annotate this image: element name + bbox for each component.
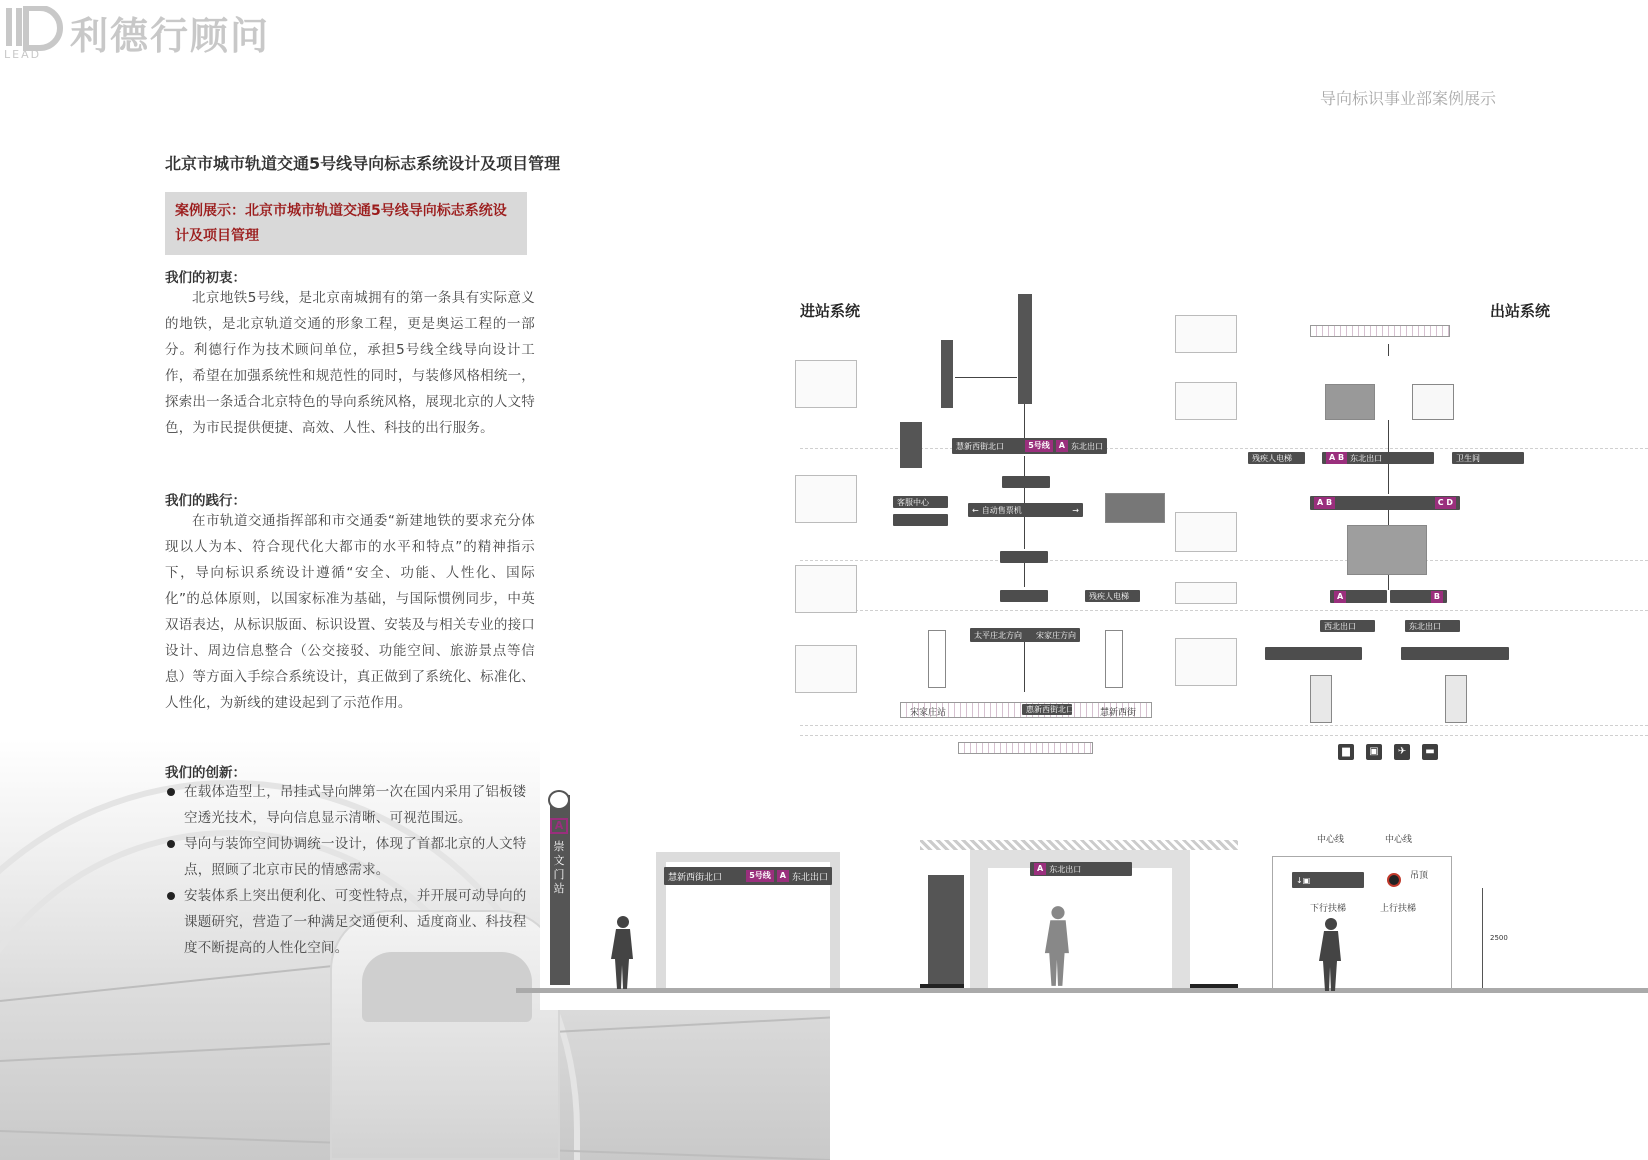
ticket-machine-label: 自动售票机 <box>981 505 1022 515</box>
hanging-exit-badge: A <box>1034 863 1046 875</box>
entry-note-3 <box>795 565 857 613</box>
section-text-practice: 在市轨道交通指挥部和市交通委“新建地铁的要求充分体现以人为本、符合现代化大都市的水平和特点”的精神指示下，导向标识系统设计遵循“安全、功能、人性化、国际化”的总体原则，以国家标准为基础，与国际惯例同步，中英双语表达，从标识版面、标识设置、安装及与相关专业的接口设计、周边信息整合（公交接驳、功能空间、旅游景点等信息）等方面入手综合系统设计，真正做到了系统化、标准化、人性化，为新线的建设起到了示范作用。 <box>165 513 535 711</box>
accessible-lift-sign <box>1085 590 1140 602</box>
gate-direction-sign <box>1000 551 1048 563</box>
line-logo-icon <box>548 790 570 810</box>
entry-note-2 <box>795 475 857 523</box>
exit-a-direction <box>1330 590 1387 603</box>
map-panel <box>1105 493 1165 523</box>
case-label-box <box>165 192 527 255</box>
ceiling-hatch <box>920 840 1238 850</box>
case-label-line-2: 计及项目管理 <box>175 228 259 244</box>
exit-ab-badge: A B <box>1326 452 1347 464</box>
down-direction-sign <box>1000 590 1048 602</box>
logo-mark-text: LEAD <box>4 48 42 60</box>
exit-b-hanging <box>1401 647 1509 660</box>
gate-sign-line: 5号线 <box>1025 440 1053 452</box>
exit-note-4 <box>1175 582 1237 604</box>
gate-sign-direction: 东北出口 <box>1071 441 1103 451</box>
person-silhouette-icon <box>610 915 636 990</box>
gate-elevation-station: 慧新西街北口 <box>668 872 723 883</box>
service-label: 客服中心 <box>897 497 929 507</box>
ceiling-label: 吊顶 <box>1410 871 1429 881</box>
exit-notice-thumb <box>1412 384 1454 420</box>
ticket-machine-sign <box>893 514 948 526</box>
exit-note-2 <box>1175 382 1237 420</box>
taxi-icon: ▆ <box>1338 744 1354 760</box>
exit-northwest-label: 西北出口 <box>1324 621 1356 631</box>
gate-sign-station: 慧新西街北口 <box>956 441 1004 451</box>
exit-b-direction <box>1390 590 1447 603</box>
section-heading-practice: 我们的践行： <box>165 493 246 509</box>
exit-a-badge: A <box>1334 591 1346 603</box>
exit-ab-badge-2: A B <box>1314 497 1335 509</box>
gate-elevation-line: 5号线 <box>746 870 774 882</box>
case-label-line-1: 案例展示：北京市城市轨道交通5号线导向标志系统设 <box>175 203 507 219</box>
train-line-indicator <box>958 742 1093 754</box>
innovation-list <box>165 779 535 961</box>
exit-b-panel <box>1445 675 1467 723</box>
exit-note-1 <box>1175 315 1237 353</box>
ticket-sign: ← 自动售票机 → <box>968 503 1083 517</box>
hanging-exit-dir: 东北出口 <box>1049 864 1082 874</box>
station-map-thumb <box>1325 384 1375 420</box>
person-silhouette-icon <box>1318 917 1344 992</box>
gate-sign-exit: A <box>1056 440 1068 452</box>
list-item: 安装体系上突出便利化、可变性特点，并开展可动导向的课题研究，营造了一种满足交通便利、适度商业、科技程度不断提高的人性化空间。 <box>165 883 535 961</box>
platform-up-label: 太平庄北方向 <box>974 630 1022 640</box>
exit-train-indicator <box>1310 325 1450 337</box>
bus-icon: ▬ <box>1422 744 1438 760</box>
track-left-label: 宋家庄站 <box>910 708 947 718</box>
timetable-panel-left <box>928 630 946 688</box>
company-logo <box>4 6 270 60</box>
exit-a-sign <box>1320 620 1375 632</box>
ground-line <box>516 988 1648 993</box>
entry-note-4 <box>795 645 857 693</box>
entry-note-1 <box>795 360 857 408</box>
section-heading-innovation: 我们的创新： <box>165 765 246 781</box>
airplane-icon: ✈ <box>1394 744 1410 760</box>
side-pillar-sign <box>900 422 922 468</box>
track-center-label: 惠新西街北口 <box>1026 705 1074 714</box>
exit-northeast-label: 东北出口 <box>1350 453 1383 463</box>
entry-system-label: 进站系统 <box>800 302 861 320</box>
direction-sign-small <box>1002 476 1050 488</box>
height-dimension: 2500 <box>1490 934 1508 942</box>
exit-note-5 <box>1175 638 1237 686</box>
exit-ab-sign <box>1322 452 1434 464</box>
exit-note-3 <box>1175 512 1237 552</box>
train-icon: ▣ <box>1366 744 1382 760</box>
gate-elevation-exit: A <box>777 870 789 882</box>
area-map-thumb <box>1347 525 1427 575</box>
person-silhouette-icon <box>1042 905 1074 987</box>
exit-b-sign <box>1405 620 1460 632</box>
gate-sign-elevation <box>664 867 832 885</box>
exit-northeast-label-2: 东北出口 <box>1409 621 1441 631</box>
accessible-lift-label: 残疾人电梯 <box>1089 591 1129 601</box>
exit-b-badge: B <box>1431 591 1443 603</box>
exit-a-panel <box>1310 675 1332 723</box>
exit-system-label: 出站系统 <box>1490 302 1551 320</box>
info-pillar-elevation <box>928 875 964 985</box>
no-entry-icon <box>1387 873 1401 887</box>
platform-down-label: 宋家庄方向 <box>1036 630 1076 640</box>
platform-direction-sign <box>970 628 1080 642</box>
exit-abcd-sign <box>1310 496 1460 510</box>
exit-a-badge-pillar: A <box>550 818 568 834</box>
escalator-up-label: 上行扶梯 <box>1380 904 1417 914</box>
list-item: 导向与装饰空间协调统一设计，体现了首都北京的人文特点，照顾了北京市民的情感需求。 <box>165 831 535 883</box>
gate-sign <box>952 438 1107 454</box>
center-line-label-1: 中心线 <box>1317 835 1345 845</box>
center-line-label-2: 中心线 <box>1385 835 1413 845</box>
track-center-sign <box>1022 704 1072 715</box>
service-sign <box>893 496 948 508</box>
pillar-station-name: 崇文门站 <box>553 840 565 895</box>
accessible-exit-sign <box>1248 452 1305 464</box>
accessible-exit-label: 残疾人电梯 <box>1252 453 1292 463</box>
section-heading-intent: 我们的初衷： <box>165 270 246 286</box>
page-title: 北京市城市轨道交通5号线导向标志系统设计及项目管理 <box>165 154 561 173</box>
exit-cd-badge: C D <box>1435 497 1456 509</box>
directional-pillar <box>941 340 953 408</box>
escalator-down-label: 下行扶梯 <box>1310 904 1347 914</box>
station-pillar-sign <box>1018 294 1032 404</box>
signage-flow-diagram <box>800 300 1648 800</box>
dimension-line <box>1482 888 1483 988</box>
timetable-panel-right <box>1105 630 1123 688</box>
lead-logo-icon <box>4 6 68 60</box>
toilet-sign <box>1452 452 1524 464</box>
exit-a-hanging <box>1265 647 1362 660</box>
logo-name: 利德行顾问 <box>70 14 271 58</box>
toilet-label: 卫生间 <box>1456 453 1480 463</box>
gate-elevation-dir: 东北出口 <box>791 872 828 883</box>
section-text-intent: 北京地铁5号线，是北京南城拥有的第一条具有实际意义的地铁，是北京轨道交通的形象工程，更是奥运工程的一部分。利德行作为技术顾问单位，承担5号线全线导向设计工作，希望在加强系统性和规范性的同时，与装修风格相统一，探索出一条适合北京特色的导向系统风格，展现北京的人文特色，为市民提供便捷、高效、人性、科技的出行服务。 <box>165 290 535 436</box>
escalator-sign-down: ↓▣ <box>1292 872 1364 888</box>
list-item: 在载体造型上，吊挂式导向牌第一次在国内采用了铝板镂空透光技术，导向信息显示清晰、可视范围远。 <box>165 779 535 831</box>
track-right-label: 慧新西街 <box>1100 708 1137 718</box>
department-label: 导向标识事业部案例展示 <box>1320 89 1497 108</box>
hanging-exit-sign <box>1030 862 1132 876</box>
